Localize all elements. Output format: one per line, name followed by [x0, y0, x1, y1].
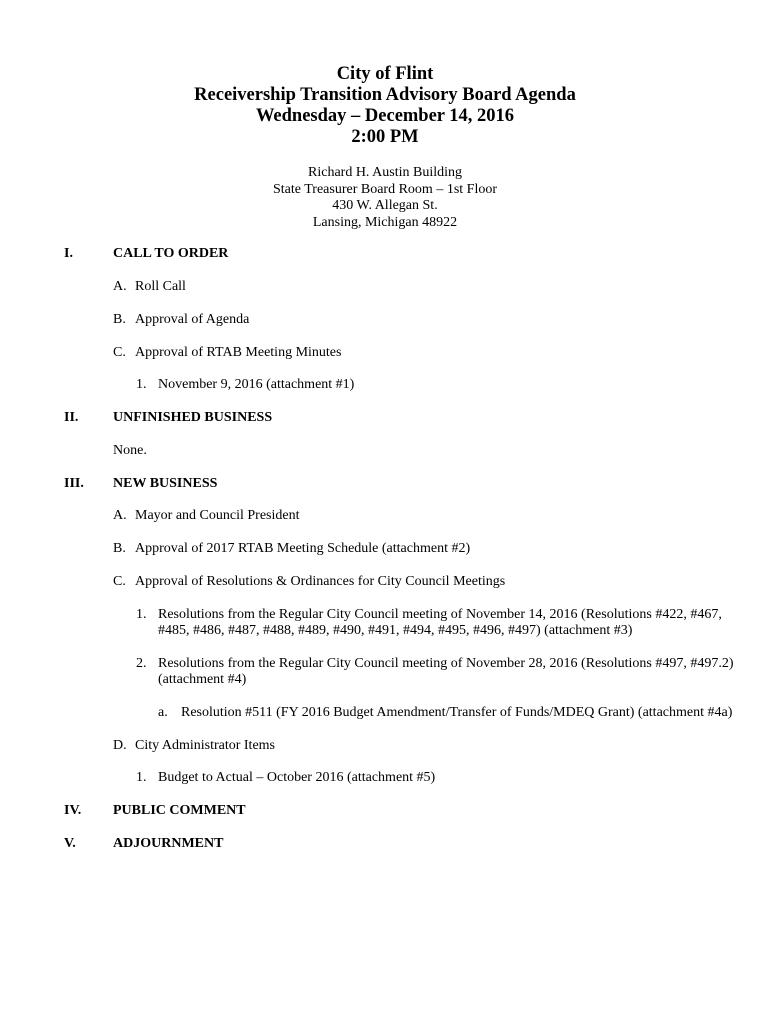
section-numeral: IV. — [64, 803, 82, 818]
item-label: B. — [113, 541, 126, 556]
section-title: ADJOURNMENT — [113, 836, 224, 851]
section-title: UNFINISHED BUSINESS — [113, 410, 273, 425]
agenda-header — [0, 64, 770, 148]
subitem-nov-14-resolutions-line2: #485, #486, #487, #488, #489, #490, #491, #494, #495, #496, #497) (attachment #3) — [158, 623, 633, 638]
subitem-budget-to-actual: Budget to Actual – October 2016 (attachment #5) — [158, 770, 436, 785]
item-approval-of-minutes: Approval of RTAB Meeting Minutes — [135, 345, 342, 360]
item-label: A. — [113, 279, 127, 294]
subitem-label: 1. — [136, 770, 147, 785]
item-label: C. — [113, 345, 126, 360]
building-name: Richard H. Austin Building — [308, 165, 462, 180]
item-mayor-council-president: Mayor and Council President — [135, 508, 300, 523]
meeting-date: Wednesday – December 14, 2016 — [255, 106, 515, 126]
subitem-label: 2. — [136, 656, 147, 671]
meeting-time: 2:00 PM — [351, 127, 419, 147]
room-name: State Treasurer Board Room – 1st Floor — [273, 181, 497, 197]
board-agenda-title: Receivership Transition Advisory Board Agenda — [194, 85, 576, 105]
item-approval-of-agenda: Approval of Agenda — [135, 312, 250, 327]
section-title: NEW BUSINESS — [113, 476, 218, 491]
city-name: City of Flint — [336, 64, 434, 84]
item-label: B. — [113, 312, 126, 327]
item-city-administrator: City Administrator Items — [135, 738, 275, 753]
city-state-zip: Lansing, Michigan 48922 — [312, 214, 458, 230]
subsubitem-resolution-511: Resolution #511 (FY 2016 Budget Amendment/Transfer of Funds/MDEQ Grant) (attachment #4a) — [181, 705, 733, 720]
item-label: A. — [113, 508, 127, 523]
item-resolutions-ordinances: Approval of Resolutions & Ordinances for City Council Meetings — [135, 574, 506, 589]
section-numeral: I. — [64, 246, 73, 261]
section-numeral: V. — [64, 836, 76, 851]
section-title: CALL TO ORDER — [113, 246, 229, 261]
street-address: 430 W. Allegan St. — [332, 198, 438, 213]
subitem-nov-28-resolutions-line2: (attachment #4) — [158, 672, 247, 687]
meeting-location — [0, 165, 770, 231]
item-roll-call: Roll Call — [135, 279, 186, 294]
subitem-label: 1. — [136, 607, 147, 622]
subitem-nov-28-resolutions-line1: Resolutions from the Regular City Council meeting of November 28, 2016 (Resolutions #497, #497.2) — [158, 656, 734, 671]
item-label: D. — [113, 738, 127, 753]
subitem-nov-14-resolutions-line1: Resolutions from the Regular City Council meeting of November 14, 2016 (Resolutions #422, #467, — [158, 607, 722, 622]
subitem-minutes-nov-9: November 9, 2016 (attachment #1) — [158, 377, 355, 392]
item-meeting-schedule: Approval of 2017 RTAB Meeting Schedule (attachment #2) — [135, 541, 471, 556]
section-numeral: II. — [64, 410, 79, 425]
section-numeral: III. — [64, 476, 84, 491]
item-label: C. — [113, 574, 126, 589]
section-body: None. — [113, 443, 147, 458]
subsubitem-label: a. — [158, 705, 168, 720]
section-title: PUBLIC COMMENT — [113, 803, 246, 818]
subitem-label: 1. — [136, 377, 147, 392]
